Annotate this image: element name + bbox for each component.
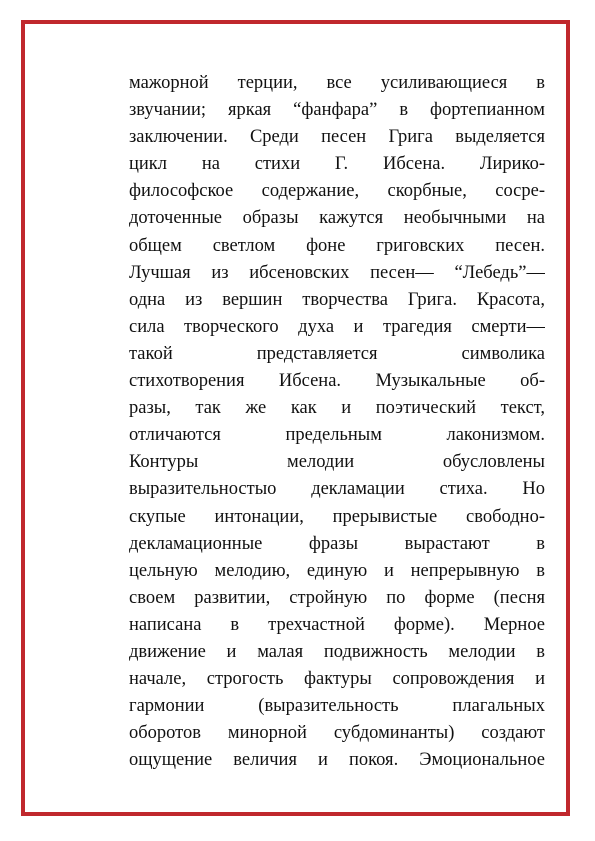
text-line: гармонии (выразительность плагальных [129, 696, 545, 717]
text-line: декламационные фразы вырастают в [129, 533, 545, 554]
text-line: мажорной терции, все усиливающиеся в [129, 73, 545, 93]
text-line: звучании; яркая “фанфара” в фортепианном [129, 100, 545, 121]
text-line: Лучшая из ибсеновских песен— “Лебедь”— [129, 262, 545, 283]
text-line: оборотов минорной субдоминанты) создают [129, 723, 545, 744]
text-line: движение и малая подвижность мелодии в [129, 641, 545, 662]
text-line: своем развитии, стройную по форме (песня [129, 587, 545, 608]
text-line: выразительностыо декламации стиха. Но [129, 479, 545, 500]
text-line: философское содержание, скорбные, сосре- [129, 181, 545, 202]
text-line: одна из вершин творчества Грига. Красота, [129, 289, 545, 310]
text-line: Контуры мелодии обусловлены [129, 452, 545, 473]
text-line: начале, строгость фактуры сопровождения и [129, 669, 545, 690]
text-line: написана в трехчастной форме). Мерное [129, 614, 545, 635]
text-line: стихотворения Ибсена. Музыкальные об- [129, 371, 545, 392]
text-line: доточенные образы кажутся необычными на [129, 208, 545, 229]
text-line: общем светлом фоне григовских песен. [129, 235, 545, 256]
text-line: отличаются предельным лаконизмом. [129, 425, 545, 446]
text-line: разы, так же как и поэтический текст, [129, 398, 545, 419]
body-text [129, 70, 545, 774]
text-line: заключении. Среди песен Грига выделяется [129, 127, 545, 148]
text-line: такой представляется символика [129, 343, 545, 364]
text-line: цикл на стихи Г. Ибсена. Лирико- [129, 154, 545, 175]
text-line: скупые интонации, прерывистые свободно- [129, 506, 545, 527]
text-line: сила творческого духа и трагедия смерти— [129, 316, 545, 337]
text-line: ощущение величия и покоя. Эмоциональное [129, 750, 545, 771]
text-line: цельную мелодию, единую и непрерывную в [129, 560, 545, 581]
